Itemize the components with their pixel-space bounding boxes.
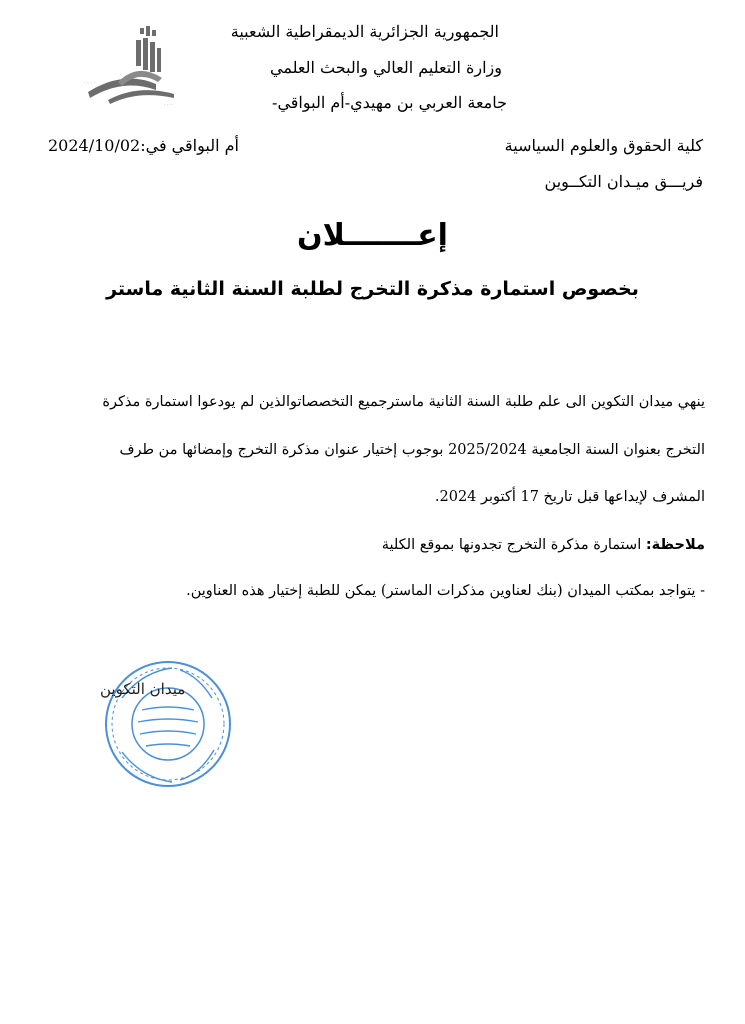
body-line-2: التخرج بعنوان السنة الجامعية 2025/2024 بوجوب إختيار عنوان مذكرة التخرج وإمضائها من طرف <box>119 442 705 458</box>
university-logo <box>78 22 188 114</box>
faculty-name: كلية الحقوق والعلوم السياسية <box>504 136 703 155</box>
announcement-title: إعـــــــلان <box>297 218 448 253</box>
note-label: ملاحظة: <box>645 537 705 553</box>
body-line-1: ينهي ميدان التكوين الى علم طلبة السنة الثانية ماسترجميع التخصصاتوالذين لم يودعوا استمارة مذكرة <box>102 394 705 410</box>
svg-text:· · ·: · · · <box>164 102 172 108</box>
bullet-item: - يتواجد بمكتب الميدان (بنك لعناوين مذكرات الماستر) يمكن للطبة إختيار هذه العناوين. <box>186 583 705 599</box>
note-text: استمارة مذكرة التخرج تجدونها بموقع الكلية <box>381 537 646 553</box>
place-date: أم البواقي في:2024/10/02 <box>48 136 239 155</box>
ministry-name: وزارة التعليم العالي والبحث العلمي <box>270 58 502 77</box>
team-name: فريـــق ميـدان التكــوين <box>544 172 703 191</box>
university-name: جامعة العربي بن مهيدي-أم البواقي- <box>272 93 507 112</box>
signature-text: ميدان التكوين <box>100 680 186 698</box>
republic-name: الجمهورية الجزائرية الديمقراطية الشعبية <box>230 22 499 41</box>
note <box>382 537 705 553</box>
body-line-3: المشرف لإيداعها قبل تاريخ 17 أكتوبر 2024. <box>434 489 705 505</box>
svg-text:· · · ·: · · · · <box>84 80 96 86</box>
official-stamp <box>102 658 234 790</box>
announcement-subtitle: بخصوص استمارة مذكرة التخرج لطلبة السنة الثانية ماستر <box>106 278 639 300</box>
